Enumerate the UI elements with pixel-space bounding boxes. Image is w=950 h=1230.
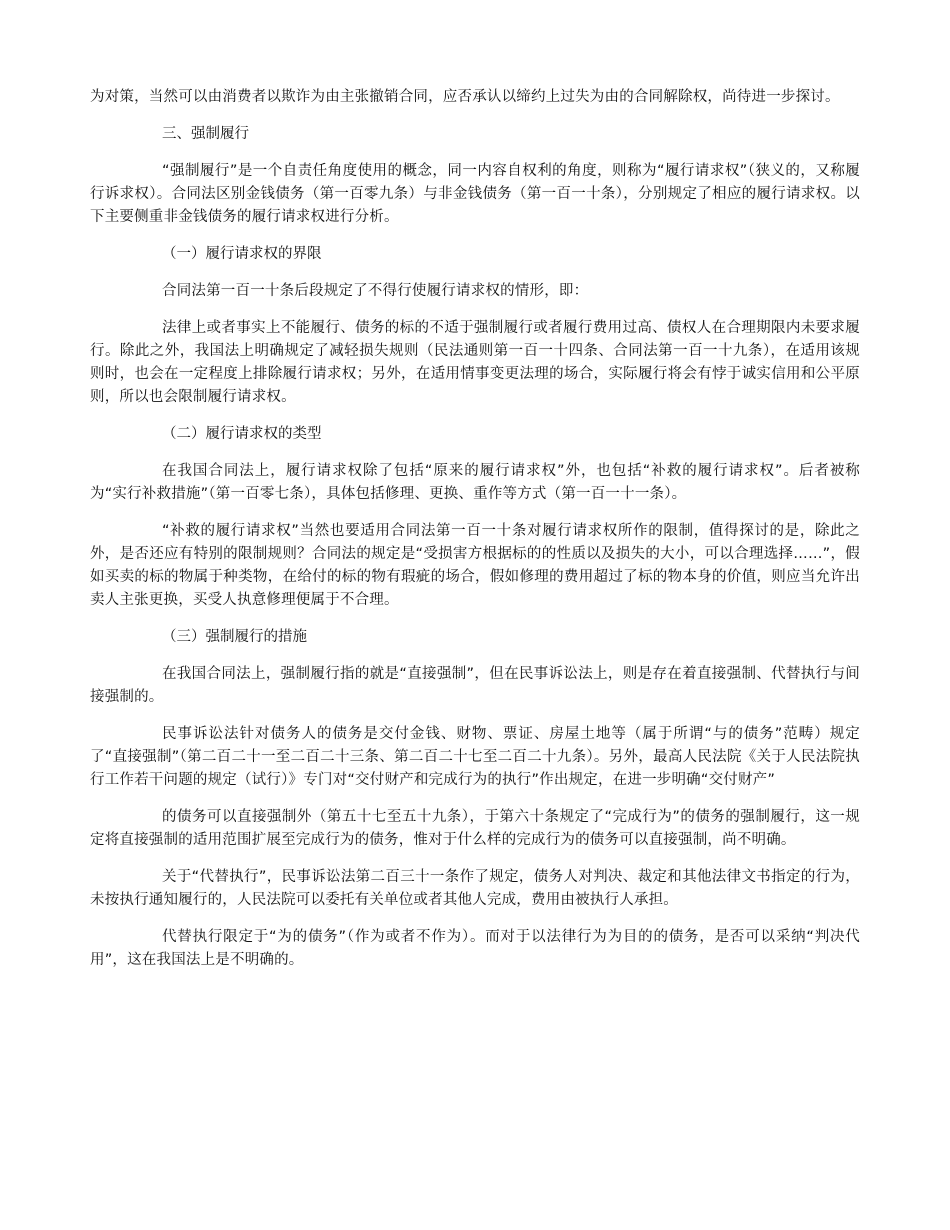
sub-heading-3: （三）强制履行的措施 — [162, 629, 307, 645]
paragraph-8: 民事诉讼法针对债务人的债务是交付金钱、财物、票证、房屋土地等（属于所谓“与的债务”范畴）规定了“直接强制”（第二百二十一至二百二十三条、第二百二十七至二百二十九条）。另外，最高人民法院《关于人民法院执行工作若干问题的规定（试行）》专门对“交付财产和完成行为的执行”作出规定，在进一步明确“交付财产” — [90, 726, 860, 788]
paragraph-10: 关于“代替执行”，民事诉讼法第二百三十一条作了规定，债务人对判决、裁定和其他法律文书指定的行为，未按执行通知履行的，人民法院可以委托有关单位或者其他人完成，费用由被执行人承担。 — [90, 869, 860, 908]
sub-heading-2: （二）履行请求权的类型 — [162, 426, 322, 442]
document-body — [90, 86, 860, 986]
paragraph-11: 代替执行限定于“为的债务”（作为或者不作为）。而对于以法律行为为目的的债务，是否可以采纳“判决代用”，这在我国法上是不明确的。 — [90, 929, 860, 968]
paragraph-2: “强制履行”是一个自责任角度使用的概念，同一内容自权利的角度，则称为“履行请求权”（狭义的，又称履行诉求权）。合同法区别金钱债务（第一百零九条）与非金钱债务（第一百一十条），分别规定了相应的履行请求权。以下主要侧重非金钱债务的履行请求权进行分析。 — [90, 163, 860, 225]
paragraph-7: 在我国合同法上，强制履行指的就是“直接强制”，但在民事诉讼法上，则是存在着直接强制、代替执行与间接强制的。 — [90, 666, 860, 705]
paragraph-6: “补救的履行请求权”当然也要适用合同法第一百一十条对履行请求权所作的限制，值得探讨的是，除此之外，是否还应有特别的限制规则？合同法的规定是“受损害方根据标的的性质以及损失的大小，可以合理选择……”，假如买卖的标的物属于种类物，在给付的标的物有瑕疵的场合，假如修理的费用超过了标的物本身的价值，则应当允许出卖人主张更换，买受人执意修理便属于不合理。 — [90, 523, 860, 608]
paragraph-9: 的债务可以直接强制外（第五十七至五十九条），于第六十条规定了“完成行为”的债务的强制履行，这一规定将直接强制的适用范围扩展至完成行为的债务，惟对于什么样的完成行为的债务可以直接强制，尚不明确。 — [90, 809, 860, 848]
paragraph-3: 合同法第一百一十条后段规定了不得行使履行请求权的情形，即： — [162, 283, 589, 299]
sub-heading-1: （一）履行请求权的界限 — [162, 246, 322, 262]
paragraph-4: 法律上或者事实上不能履行、债务的标的不适于强制履行或者履行费用过高、债权人在合理期限内未要求履行。除此之外，我国法上明确规定了减轻损失规则（民法通则第一百一十四条、合同法第一百一十九条），在适用该规则时，也会在一定程度上排除履行请求权；另外，在适用情事变更法理的场合，实际履行将会有悖于诚实信用和公平原则，所以也会限制履行请求权。 — [90, 320, 860, 405]
section-heading-3: 三、强制履行 — [162, 126, 249, 142]
paragraph-1: 为对策，当然可以由消费者以欺诈为由主张撤销合同，应否承认以缔约上过失为由的合同解除权，尚待进一步探讨。 — [90, 89, 840, 105]
paragraph-5: 在我国合同法上，履行请求权除了包括“原来的履行请求权”外，也包括“补救的履行请求权”。后者被称为“实行补救措施”（第一百零七条），具体包括修理、更换、重作等方式（第一百一十一条）。 — [90, 463, 860, 502]
